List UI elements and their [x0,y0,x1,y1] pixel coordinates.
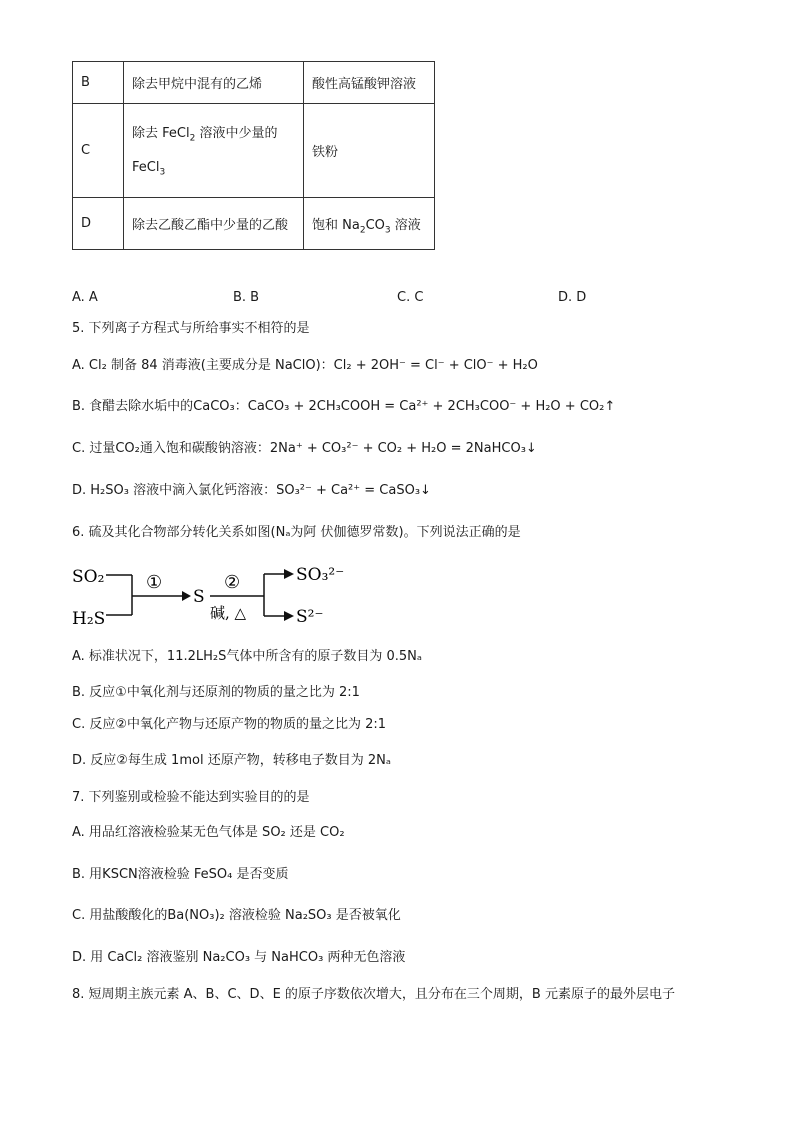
q5-option-d: D. H₂SO₃ 溶液中滴入氯化钙溶液：SO₃²⁻ + Ca²⁺ = CaSO₃↓ [72,483,431,498]
h2s-label: H₂S [72,609,106,629]
q6-option-a: A. 标准状况下，11.2LH₂S气体中所含有的原子数目为 0.5Nₐ [72,649,422,664]
q6-stem: 6. 硫及其化合物部分转化关系如图(Nₐ为阿 伏伽德罗常数)。下列说法正确的是 [72,525,521,540]
table-row [73,62,435,104]
q7-option-d: D. 用 CaCl₂ 溶液鉴别 Na₂CO₃ 与 NaHCO₃ 两种无色溶液 [72,950,406,965]
so2-label: SO₂ [72,567,105,587]
condition-label: 碱, △ [210,604,247,622]
step-2-label: ② [224,572,241,593]
row-label: B [73,62,124,104]
row-label: D [73,198,124,250]
q7-option-c: C. 用盐酸酸化的Ba(NO₃)₂ 溶液检验 Na₂SO₃ 是否被氧化 [72,908,401,923]
q5-option-b: B. 食醋去除水垢中的CaCO₃：CaCO₃ + 2CH₃COOH = Ca²⁺ + 2CH₃COO⁻ + H₂O + CO₂↑ [72,399,616,414]
step-1-label: ① [146,572,163,593]
q8-stem: 8. 短周期主族元素 A、B、C、D、E 的原子序数依次增大，且分布在三个周期，B 元素原子的最外层电子 [72,987,675,1002]
q7-option-a: A. 用品红溶液检验某无色气体是 SO₂ 还是 CO₂ [72,825,345,840]
q5-option-c: C. 过量CO₂通入饱和碳酸钠溶液：2Na⁺ + CO₃²⁻ + CO₂ + H₂O = 2NaHCO₃↓ [72,441,537,456]
q7-option-b: B. 用KSCN溶液检验 FeSO₄ 是否变质 [72,867,289,882]
q4-option-d: D. D [558,290,587,305]
row-reagent: 酸性高锰酸钾溶液 [304,62,435,104]
sulfur-conversion-diagram [72,560,372,632]
q4-option-a: A. A [72,290,98,305]
row-purpose: 除去 FeCl$_2$ 溶液中少量的 FeCl$_3$ [124,104,304,198]
q5-option-a: A. Cl₂ 制备 84 消毒液(主要成分是 NaClO)：Cl₂ + 2OH⁻ = Cl⁻ + ClO⁻ + H₂O [72,358,538,373]
row-reagent: 饱和 $Na_2CO_3$ 溶液 [304,198,435,250]
q4-option-b: B. B [233,290,260,305]
row-purpose: 除去乙酸乙酯中少量的乙酸 [124,198,304,250]
row-label: C [73,104,124,198]
table-row [73,104,435,198]
so3-ion-label: SO₃²⁻ [296,565,345,585]
q4-option-c: C. C [397,290,424,305]
q6-option-b: B. 反应①中氧化剂与还原剂的物质的量之比为 2:1 [72,685,360,700]
row-reagent: 铁粉 [304,104,435,198]
s2-ion-label: S²⁻ [296,607,324,627]
q5-stem: 5. 下列离子方程式与所给事实不相符的是 [72,321,310,336]
table-row [73,198,435,250]
options-table [72,61,435,250]
q6-option-c: C. 反应②中氧化产物与还原产物的物质的量之比为 2:1 [72,717,387,732]
s-label: S [193,587,205,607]
q7-stem: 7. 下列鉴别或检验不能达到实验目的的是 [72,790,310,805]
q6-option-d: D. 反应②每生成 1mol 还原产物，转移电子数目为 2Nₐ [72,753,391,768]
row-purpose: 除去甲烷中混有的乙烯 [124,62,304,104]
